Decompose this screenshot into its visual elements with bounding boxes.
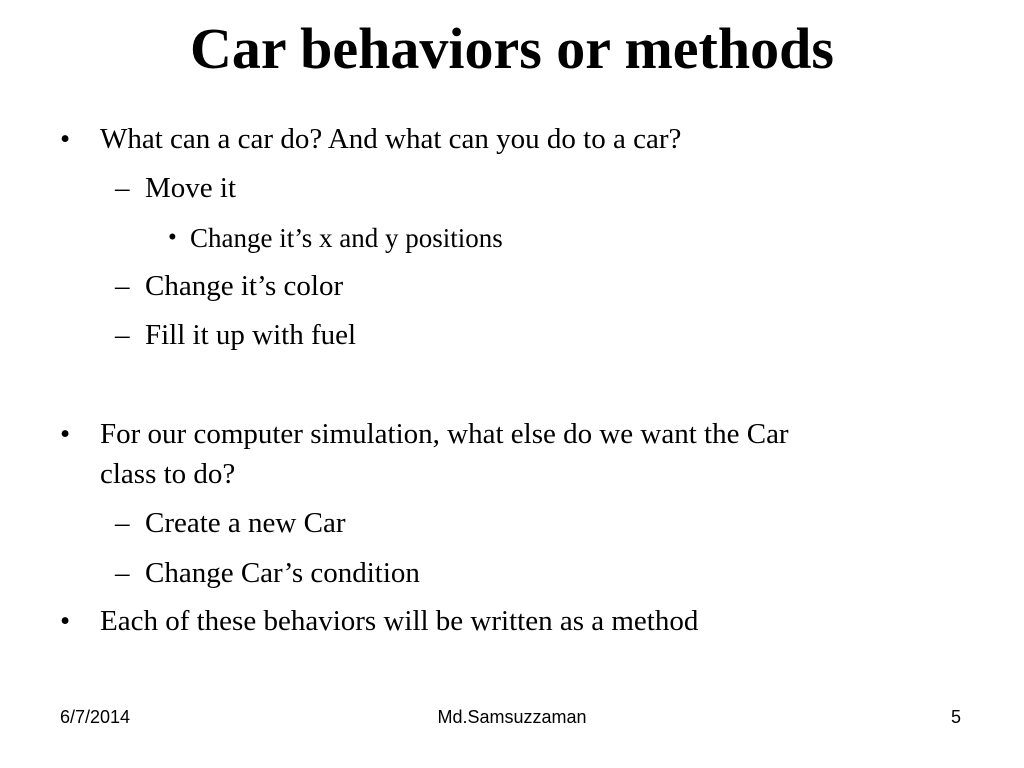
bullet-behaviors-method: Each of these behaviors will be written as a method [100, 605, 699, 637]
bullet-marker: • [60, 605, 71, 637]
bullet-computer-simulation-continued: class to do? [100, 458, 236, 490]
slide-title: Car behaviors or methods [190, 16, 834, 81]
dash-marker: – [115, 507, 130, 539]
subsubbullet-change-positions: Change it’s x and y positions [190, 223, 503, 253]
bullet-computer-simulation: For our computer simulation, what else do we want the Car [100, 418, 789, 450]
footer-page-number: 5 [951, 707, 962, 727]
subbullet-fill-fuel: Fill it up with fuel [145, 319, 357, 351]
bullet-marker: • [60, 123, 71, 155]
subbullet-create-car: Create a new Car [145, 507, 346, 539]
dash-marker: – [115, 319, 130, 351]
bullet-marker: • [168, 224, 177, 251]
dash-marker: – [115, 172, 130, 204]
subbullet-change-color: Change it’s color [145, 270, 344, 302]
bullet-what-can-car-do: What can a car do? And what can you do to a car? [100, 123, 682, 155]
subbullet-move-it: Move it [145, 172, 237, 204]
dash-marker: – [115, 270, 130, 302]
bullet-marker: • [60, 418, 71, 450]
dash-marker: – [115, 557, 130, 589]
subbullet-change-condition: Change Car’s condition [145, 557, 420, 589]
footer-author: Md.Samsuzzaman [437, 707, 587, 727]
footer-date: 6/7/2014 [60, 707, 131, 727]
